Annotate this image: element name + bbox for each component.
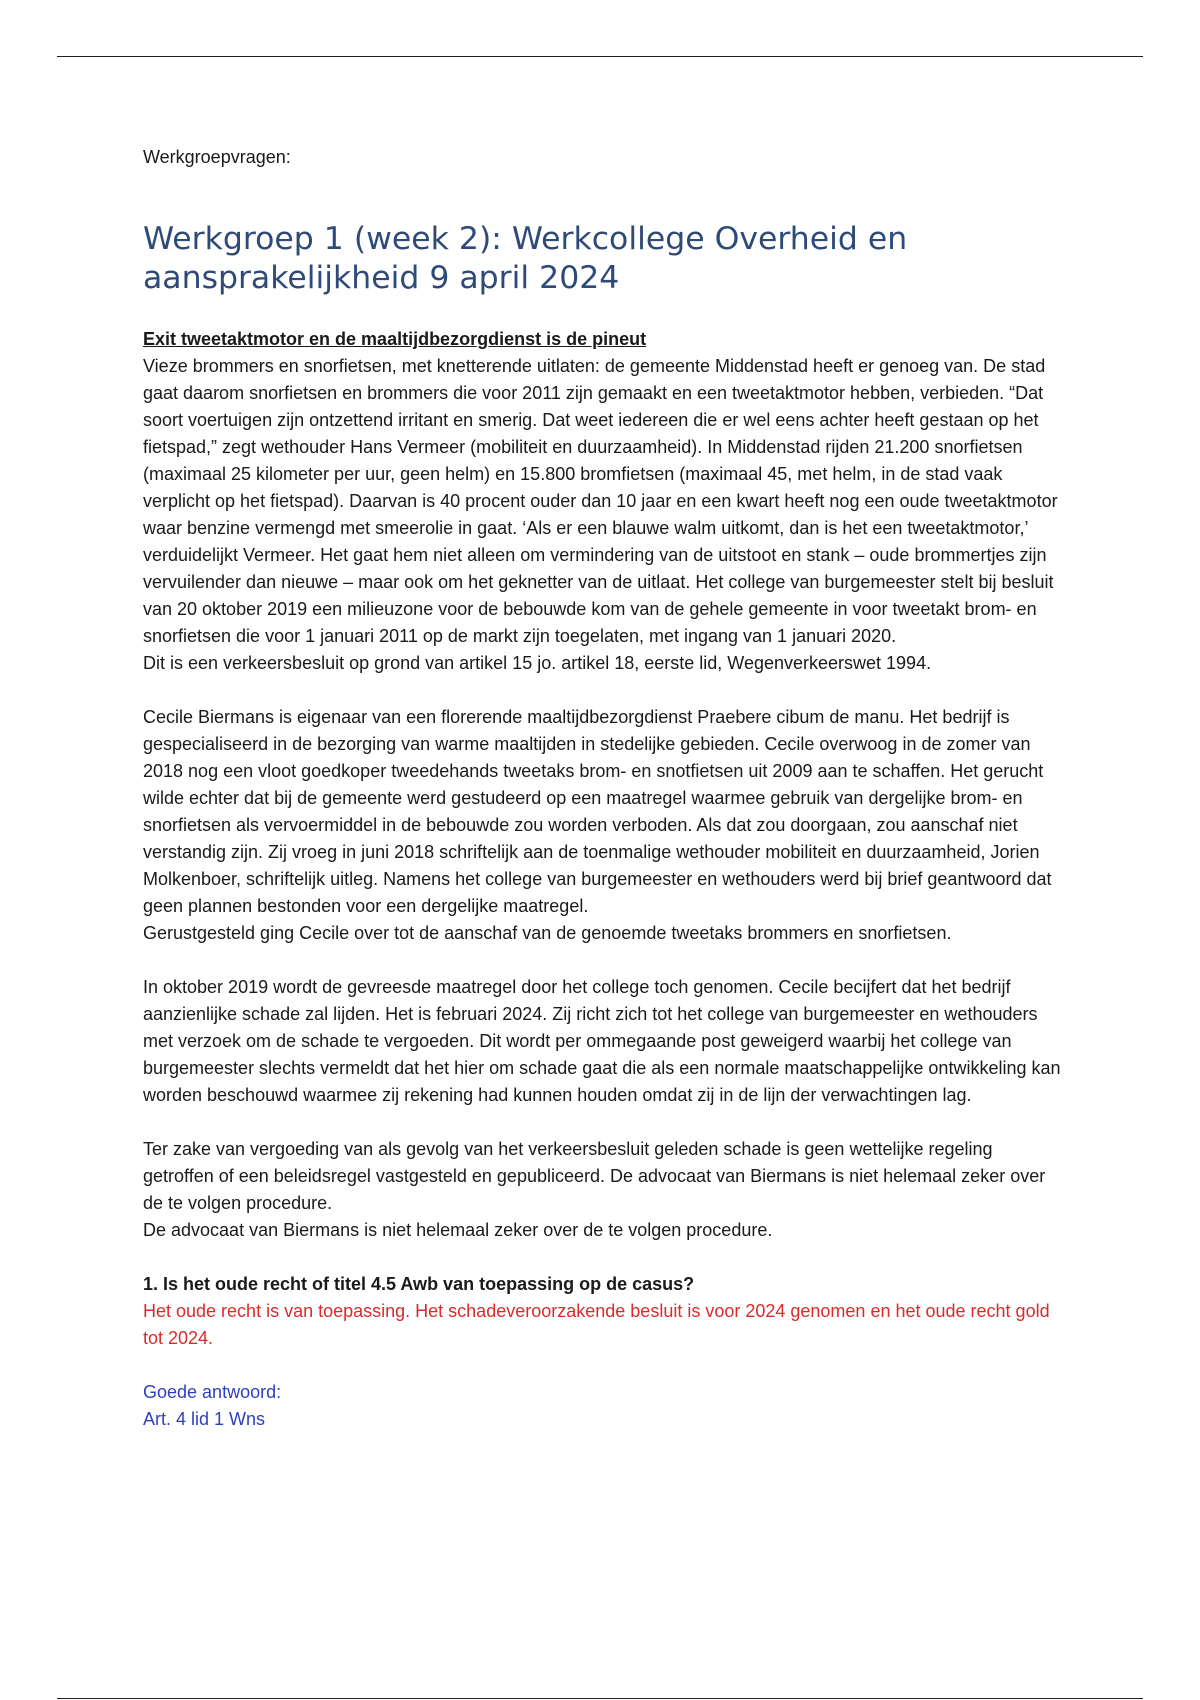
document-page: [143, 146, 1068, 1433]
spacer: [143, 1352, 1068, 1379]
student-answer-1: Het oude recht is van toepassing. Het schadeveroorzakende besluit is voor 2024 genomen en het oude recht gold tot 2024.: [143, 1301, 1050, 1348]
correct-answer-label: Goede antwoord:: [143, 1382, 282, 1402]
bottom-rule: [57, 1698, 1143, 1699]
correct-answer: Art. 4 lid 1 Wns: [143, 1409, 266, 1429]
case-heading: Exit tweetaktmotor en de maaltijdbezorgdienst is de pineut: [143, 329, 647, 349]
case-paragraph-3: In oktober 2019 wordt de gevreesde maatregel door het college toch genomen. Cecile becijfert dat het bedrijf aanzienlijke schade zal lijden. Het is februari 2024. Zij richt zich tot het college van burgemeester en wethouders met verzoek om de schade te vergoeden. Dit wordt per ommegaande post geweigerd waarbij het college van burgemeester slechts vermeldt dat het hier om schade gaat die als een normale maatschappelijke ontwikkeling kan worden beschouwd waarmee zij rekening had kunnen houden omdat zij in de lijn der verwachtingen lag.: [143, 977, 1061, 1105]
spacer: [143, 947, 1068, 974]
case-paragraph-4b: De advocaat van Biermans is niet helemaal zeker over de te volgen procedure.: [143, 1220, 773, 1240]
spacer: [143, 677, 1068, 704]
section-label: Werkgroepvragen:: [143, 147, 291, 167]
spacer: [143, 1244, 1068, 1271]
case-paragraph-2: Cecile Biermans is eigenaar van een florerende maaltijdbezorgdienst Praebere cibum de manu. Het bedrijf is gespecialiseerd in de bezorging van warme maaltijden in stedelijke gebieden. Cecile overwoog in de zomer van 2018 nog een vloot goedkoper tweedehands tweetaks brom- en snotfietsen uit 2009 aan te schaffen. Het gerucht wilde echter dat bij de gemeente werd gestudeerd op een maatregel waarmee gebruik van dergelijke brom- en snorfietsen als vervoermiddel in de bebouwde zou worden verboden. Als dat zou doorgaan, zou aanschaf niet verstandig zijn. Zij vroeg in juni 2018 schriftelijk aan de toenmalige wethouder mobiliteit en duurzaamheid, Jorien Molkenboer, schriftelijk uitleg. Namens het college van burgemeester en wethouders werd bij brief geantwoord dat geen plannen bestonden voor een dergelijke maatregel.: [143, 707, 1052, 916]
question-1: 1. Is het oude recht of titel 4.5 Awb van toepassing op de casus?: [143, 1274, 695, 1294]
spacer: [143, 1109, 1068, 1136]
case-paragraph-2b: Gerustgesteld ging Cecile over tot de aanschaf van de genoemde tweetaks brommers en snorfietsen.: [143, 923, 952, 943]
case-paragraph-4: Ter zake van vergoeding van als gevolg van het verkeersbesluit geleden schade is geen wettelijke regeling getroffen of een beleidsregel vastgesteld en gepubliceerd. De advocaat van Biermans is niet helemaal zeker over de te volgen procedure.: [143, 1139, 1046, 1213]
case-paragraph-1: Vieze brommers en snorfietsen, met knetterende uitlaten: de gemeente Middenstad heeft er genoeg van. De stad gaat daarom snorfietsen en brommers die voor 2011 zijn gemaakt en een tweetaktmotor hebben, verbieden. “Dat soort voertuigen zijn ontzettend irritant en smerig. Dat weet iedereen die er wel eens achter heeft gestaan op het fietspad,” zegt wethouder Hans Vermeer (mobiliteit en duurzaamheid). In Middenstad rijden 21.200 snorfietsen (maximaal 25 kilometer per uur, geen helm) en 15.800 bromfietsen (maximaal 45, met helm, in de stad vaak verplicht op het fietspad). Daarvan is 40 procent ouder dan 10 jaar en een kwart heeft nog een oude tweetaktmotor waar benzine vermengd met smeerolie in gaat. ‘Als er een blauwe walm uitkomt, dan is het een tweetaktmotor,’ verduidelijkt Vermeer. Het gaat hem niet alleen om vermindering van de uitstoot en stank – oude brommertjes zijn vervuilender dan nieuwe – maar ook om het geknetter van de uitlaat. Het college van burgemeester stelt bij besluit van 20 oktober 2019 een milieuzone voor de bebouwde kom van de gehele gemeente in voor tweetakt brom- en snorfietsen die voor 1 januari 2011 op de markt zijn toegelaten, met ingang van 1 januari 2020.: [143, 356, 1058, 646]
case-paragraph-1b: Dit is een verkeersbesluit op grond van artikel 15 jo. artikel 18, eerste lid, Wegenverkeerswet 1994.: [143, 653, 932, 673]
page-title: Werkgroep 1 (week 2): Werkcollege Overheid en aansprakelijkheid 9 april 2024: [143, 221, 908, 296]
top-rule: [57, 56, 1143, 57]
